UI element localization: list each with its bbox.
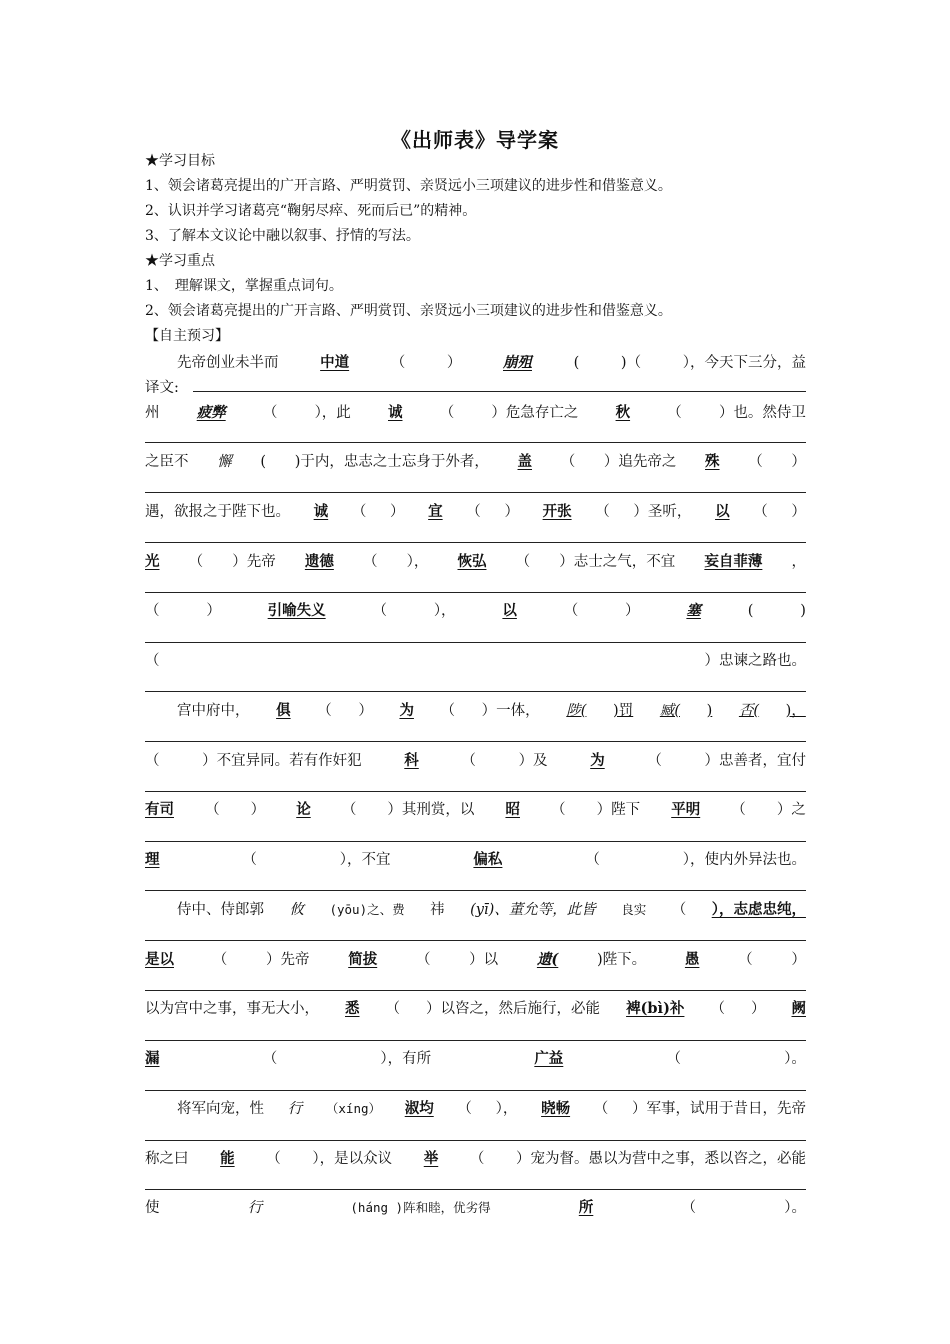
- key-word: 昭: [505, 801, 520, 818]
- answer-line[interactable]: [145, 542, 806, 543]
- passage-text: ），: [495, 1101, 518, 1117]
- passage-text: （: [560, 454, 576, 470]
- passage-line: [145, 750, 806, 772]
- passage-text: ）: [250, 802, 266, 818]
- passage-line: [145, 700, 806, 722]
- passage-text: 遇，欲报之于陛下也。: [145, 504, 290, 520]
- passage-text: ），有所: [380, 1051, 432, 1067]
- passage-text: ）。: [784, 1051, 806, 1067]
- passage-text: 行: [247, 1200, 263, 1216]
- passage-text: （: [385, 1001, 401, 1017]
- passage-text: （: [461, 753, 476, 769]
- key-word: 悉: [345, 1000, 360, 1017]
- passage-text: )，: [785, 703, 806, 719]
- passage-text: 陟(: [566, 703, 587, 719]
- goals-header: ★学习目标: [145, 153, 215, 169]
- passage-text: ）及: [518, 753, 548, 769]
- key-word: 秋: [615, 404, 631, 421]
- passage-text: 宫中府中，: [177, 703, 250, 719]
- passage-text: ），此: [314, 405, 351, 421]
- answer-line[interactable]: [145, 592, 806, 593]
- key-word: 殊: [705, 453, 720, 470]
- passage-text: 攸: [289, 902, 304, 918]
- focus-item: 2、领会诸葛亮提出的广开言路、严明赏罚、亲贤远小三项建议的进步性和借鉴意义。: [145, 303, 672, 319]
- passage-text: ）危急存亡之: [491, 405, 579, 421]
- passage-line: [145, 1048, 806, 1070]
- passage-text: （: [317, 703, 332, 719]
- key-word: 崩殂: [503, 354, 532, 371]
- passage-text: ）忠善者，宜付: [704, 753, 806, 769]
- passage-text: （: [710, 1001, 725, 1017]
- key-word: 简拔: [348, 951, 378, 968]
- key-word: 裨(bì)补: [626, 1000, 685, 1017]
- passage-text: （: [205, 802, 220, 818]
- key-word: 宜: [428, 503, 443, 520]
- key-word: 是以: [145, 951, 174, 968]
- answer-line[interactable]: [145, 841, 806, 842]
- key-word: 疲弊: [196, 404, 226, 421]
- passage-text: ）不宜异同。若有作奸犯: [202, 753, 362, 769]
- key-word: 光: [145, 553, 160, 570]
- key-word: 为: [590, 752, 605, 769]
- passage-text: (: [260, 454, 267, 470]
- key-word: 诚: [313, 503, 329, 520]
- key-word: 举: [423, 1150, 439, 1167]
- page-title: 《出师表》导学案: [391, 128, 559, 152]
- answer-line[interactable]: [145, 642, 806, 643]
- passage-text: （: [145, 653, 160, 669]
- passage-text: ）以: [469, 952, 499, 968]
- key-word: 以: [715, 503, 730, 520]
- passage-text: ），: [433, 603, 456, 619]
- key-word: 广益: [534, 1050, 564, 1067]
- passage-text: ）一体，: [481, 703, 540, 719]
- passage-text: 臧(: [659, 703, 680, 719]
- passage-text: 使: [145, 1200, 160, 1216]
- passage-text: （: [563, 603, 579, 619]
- key-word: 理: [145, 851, 160, 868]
- passage-text: ）先帝: [265, 952, 310, 968]
- passage-text: （: [585, 852, 600, 868]
- key-word: 论: [296, 801, 311, 818]
- key-word: 以: [502, 602, 517, 619]
- passage-text: （: [671, 902, 687, 918]
- passage-text: 之臣不: [145, 454, 189, 470]
- key-word: 能: [220, 1150, 235, 1167]
- passage-line: [145, 799, 806, 821]
- passage-text: （: [351, 504, 367, 520]
- passage-text: （: [262, 405, 278, 421]
- passage-text: （: [188, 554, 204, 570]
- key-word: 愚: [684, 951, 700, 968]
- passage-text: （: [415, 952, 431, 968]
- key-word: 科: [404, 752, 419, 769]
- passage-text: （: [266, 1151, 281, 1167]
- passage-text: （: [439, 405, 455, 421]
- passage-text: （: [390, 355, 406, 371]
- key-word: 为: [399, 702, 414, 719]
- passage-text: (: [747, 603, 754, 619]
- key-word: 诚: [388, 404, 403, 421]
- passage-text: （: [748, 454, 763, 470]
- passage-text: ），不宜: [339, 852, 391, 868]
- passage-text: （: [363, 554, 378, 570]
- passage-text: （: [212, 952, 228, 968]
- passage-text: （: [647, 753, 662, 769]
- key-word: 塞: [686, 602, 701, 619]
- passage-text: )于内，忠志之士忘身于外者，: [294, 454, 489, 470]
- key-word: 妄自菲薄: [704, 553, 763, 570]
- answer-line[interactable]: [145, 492, 806, 493]
- passage-line: [145, 899, 806, 921]
- passage-text: ，: [791, 554, 806, 570]
- passage-text: ）: [750, 1001, 766, 1017]
- passage-text: ）其刑赏，以: [387, 802, 475, 818]
- passage-text: ）: [446, 355, 462, 371]
- passage-text: ），今天下三分，益: [682, 355, 806, 371]
- passage-text: 行: [287, 1101, 303, 1117]
- passage-text: 先帝创业未半而: [177, 355, 279, 371]
- answer-line[interactable]: [145, 1189, 806, 1190]
- answer-line[interactable]: [145, 741, 806, 742]
- key-word: 引喻失义: [267, 602, 326, 619]
- answer-line[interactable]: [145, 1140, 806, 1141]
- passage-text: （: [681, 1200, 696, 1216]
- passage-text: (yōu)之、费: [329, 902, 405, 917]
- key-word: 有司: [145, 801, 174, 818]
- passage-text: ）先帝: [232, 554, 276, 570]
- passage-text: ）也。然侍卫: [718, 405, 806, 421]
- translation-line[interactable]: [193, 391, 806, 392]
- passage-text: ）: [791, 454, 806, 470]
- passage-text: ）陛下: [596, 802, 641, 818]
- passage-line: [145, 501, 806, 523]
- passage-text: （: [593, 1101, 609, 1117]
- passage-text: （: [469, 1151, 485, 1167]
- key-word: 遗(: [536, 951, 559, 968]
- key-word: 平明: [671, 801, 701, 818]
- key-word: 淑均: [404, 1100, 434, 1117]
- passage-text: 懈: [217, 454, 232, 470]
- passage-text: (: [573, 355, 580, 371]
- passage-text: 侍中、侍郎郭: [177, 902, 264, 918]
- passage-line: [145, 1098, 806, 1120]
- goal-item: 2、认识并学习诸葛亮“鞠躬尽瘁、死而后已”的精神。: [145, 203, 477, 219]
- passage-line: [145, 650, 806, 672]
- passage-text: (háng )阵和睦，优劣得: [350, 1200, 491, 1215]
- passage-line: [145, 451, 806, 473]
- passage-line: [145, 1148, 806, 1170]
- passage-text: ）: [389, 504, 405, 520]
- passage-text: （: [595, 504, 610, 520]
- key-word: 恢弘: [457, 553, 487, 570]
- goal-item: 1、领会诸葛亮提出的广开言路、严明赏罚、亲贤远小三项建议的进步性和借鉴意义。: [145, 178, 672, 194]
- passage-text: （: [753, 504, 768, 520]
- passage-text: ）。: [784, 1200, 806, 1216]
- passage-line: [145, 998, 806, 1020]
- passage-text: 良实: [621, 902, 647, 917]
- passage-text: （: [666, 1051, 681, 1067]
- passage-text: （: [515, 554, 531, 570]
- passage-text: （xíng）: [325, 1101, 382, 1116]
- passage-text: 祎: [430, 902, 445, 918]
- passage-text: )（: [620, 355, 642, 371]
- passage-line: [145, 551, 806, 573]
- key-word: 偏私: [473, 851, 503, 868]
- passage-text: ），使内外异法也。: [682, 852, 806, 868]
- key-word: 遗德: [304, 553, 334, 570]
- answer-line[interactable]: [145, 791, 806, 792]
- passage-text: （: [372, 603, 387, 619]
- answer-line[interactable]: [145, 990, 806, 991]
- passage-text: 以为宫中之事，事无大小，: [145, 1001, 319, 1017]
- passage-text: （: [457, 1101, 472, 1117]
- focus-item: 1、 理解课文，掌握重点词句。: [145, 278, 343, 294]
- key-word: 阙: [791, 1000, 806, 1017]
- passage-text: （: [738, 952, 753, 968]
- passage-text: ），: [406, 554, 429, 570]
- passage-text: （: [262, 1051, 278, 1067]
- passage-text: 称之曰: [145, 1151, 189, 1167]
- passage-line: [145, 352, 806, 374]
- passage-line: [145, 402, 806, 424]
- key-word: 开张: [542, 503, 572, 520]
- passage-text: (yī)、董允等，此皆: [470, 902, 596, 918]
- passage-text: （: [145, 603, 160, 619]
- passage-text: ）圣听，: [633, 504, 692, 520]
- passage-text: ）之: [776, 802, 806, 818]
- passage-line: [145, 600, 806, 622]
- passage-text: ）军事，试用于昔日，先帝: [631, 1101, 806, 1117]
- passage-text: （: [341, 802, 357, 818]
- passage-text: ）: [791, 952, 806, 968]
- answer-line[interactable]: [145, 1090, 806, 1091]
- key-word: 漏: [145, 1050, 160, 1067]
- passage-text: ): [706, 703, 713, 719]
- passage-text: ）以咨之，然后施行，必能: [426, 1001, 601, 1017]
- passage-text: ）追先帝之: [603, 454, 677, 470]
- passage-line: [145, 1197, 806, 1219]
- passage-text: （: [551, 802, 566, 818]
- passage-text: （: [667, 405, 682, 421]
- answer-line[interactable]: [145, 890, 806, 891]
- key-word: ），志虑忠纯，: [711, 901, 806, 918]
- passage-text: ）: [791, 504, 806, 520]
- passage-text: （: [145, 753, 160, 769]
- translation-label: 译文:: [145, 380, 179, 396]
- key-word: 俱: [276, 702, 291, 719]
- passage-text: )陛下。: [597, 952, 647, 968]
- passage-text: ），是以众议: [312, 1151, 393, 1167]
- passage-text: )罚: [613, 703, 634, 719]
- key-word: 晓畅: [541, 1100, 571, 1117]
- key-word: 盖: [517, 453, 533, 470]
- passage-text: ）: [625, 603, 640, 619]
- passage-text: ): [800, 603, 806, 619]
- passage-text: ）忠谏之路也。: [704, 653, 806, 669]
- answer-line[interactable]: [145, 691, 806, 692]
- passage-line: [145, 949, 806, 971]
- passage-text: 州: [145, 405, 160, 421]
- passage-text: （: [242, 852, 257, 868]
- preview-header: 【自主预习】: [145, 328, 229, 344]
- key-word: 中道: [320, 354, 350, 371]
- passage-text: ）志士之气，不宜: [559, 554, 676, 570]
- passage-text: （: [466, 504, 481, 520]
- passage-text: 否(: [738, 703, 760, 719]
- passage-text: （: [440, 703, 456, 719]
- passage-text: ）: [206, 603, 221, 619]
- passage-text: ）宠为督。愚以为营中之事，悉以咨之，必能: [516, 1151, 806, 1167]
- focus-header: ★学习重点: [145, 253, 215, 269]
- answer-line[interactable]: [145, 1040, 806, 1041]
- passage-text: ）: [358, 703, 373, 719]
- passage-text: ）: [504, 504, 519, 520]
- passage-text: 将军向宠，性: [177, 1101, 264, 1117]
- passage-line: [145, 849, 806, 871]
- passage-text: （: [731, 802, 746, 818]
- answer-line[interactable]: [145, 940, 806, 941]
- key-word: 所: [578, 1199, 594, 1216]
- goal-item: 3、了解本文议论中融以叙事、抒情的写法。: [145, 228, 420, 244]
- answer-line[interactable]: [145, 442, 806, 443]
